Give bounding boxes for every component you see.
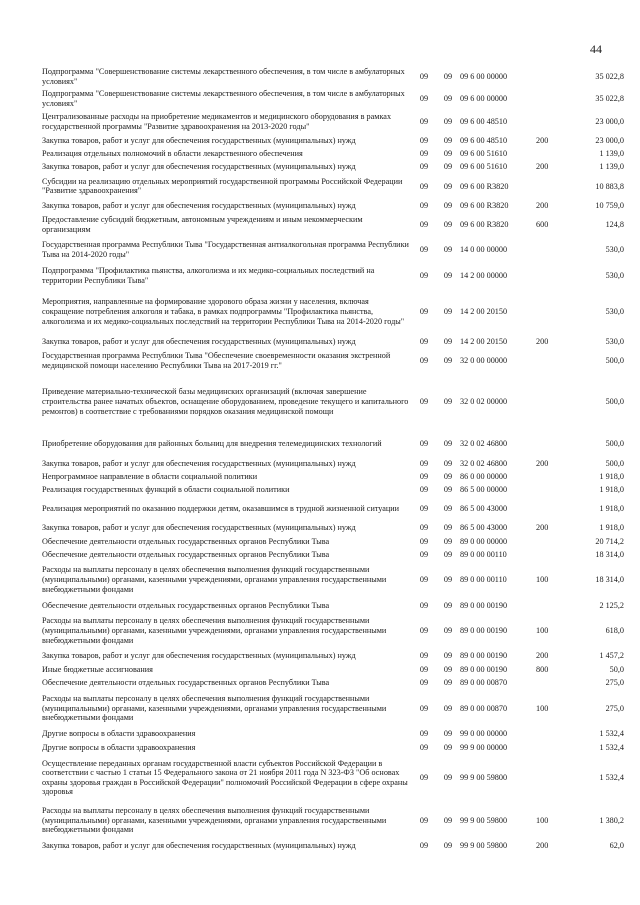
row-name-cell: Реализация мероприятий по оказанию поддержки детям, оказавшимся в трудной жизненной ситуации [42,504,400,514]
row-amount-cell: 1 139,0 [599,148,624,158]
table-row [42,741,624,754]
table-row [42,289,624,335]
row-subsection-cell: 09 [443,117,453,127]
row-name-cell: Закупка товаров, работ и услуг для обеспечения государственных (муниципальных) нужд [42,523,356,533]
row-expense-type-cell: 200 [536,162,549,172]
row-section-cell: 09 [419,841,429,851]
row-amount-cell: 500,0 [605,356,624,366]
row-expense-type-cell: 200 [536,523,549,533]
table-row [42,649,624,663]
row-name-cell: Расходы на выплаты персоналу в целях обеспечения выполнения функций государственными (муниципальными) органами, казенными учреждениями, органами управления государственными внебюджетными фондами [42,565,387,594]
table-row [42,134,624,147]
row-target-article-cell: 09 6 00 00000 [460,93,508,103]
row-amount-cell: 275,0 [605,703,624,713]
row-target-article-cell: 89 0 00 00870 [460,703,508,713]
row-expense-type-cell [536,88,572,110]
row-subsection-cell: 09 [443,664,453,674]
row-expense-type-cell [536,535,572,548]
row-target-article-cell: 89 0 00 00190 [460,664,508,674]
row-amount-cell: 18 314,0 [595,550,624,560]
table-row [42,663,624,676]
row-name-cell: Приобретение оборудования для районных больниц для внедрения телемедицинских технологий [42,439,382,449]
row-expense-type-cell: 200 [536,337,549,347]
row-subsection-cell: 09 [443,703,453,713]
row-target-article-cell: 32 0 02 00000 [460,397,508,407]
table-row [42,690,624,727]
row-section-cell: 09 [419,815,429,825]
row-name-cell: Подпрограмма "Профилактика пьянства, алкоголизма и их медико-социальных последствий на территории Республики Тыва" [42,266,375,285]
row-target-article-cell: 09 6 00 R3820 [460,181,509,191]
row-expense-type-cell [536,66,572,88]
table-row [42,431,624,457]
row-subsection-cell: 09 [443,307,453,317]
table-row [42,373,624,431]
row-section-cell: 09 [419,703,429,713]
row-expense-type-cell [536,373,572,431]
table-row [42,676,624,690]
row-amount-cell: 1 918,0 [599,471,624,481]
row-name-cell: Закупка товаров, работ и услуг для обеспечения государственных (муниципальных) нужд [42,201,356,211]
row-target-article-cell: 99 9 00 59800 [460,815,508,825]
row-section-cell: 09 [419,550,429,560]
row-subsection-cell: 09 [443,93,453,103]
row-subsection-cell: 09 [443,485,453,495]
row-target-article-cell: 86 5 00 00000 [460,485,508,495]
row-expense-type-cell [536,741,572,754]
row-section-cell: 09 [419,600,429,610]
row-section-cell: 09 [419,439,429,449]
row-name-cell: Закупка товаров, работ и услуг для обеспечения государственных (муниципальных) нужд [42,337,356,347]
table-row [42,598,624,613]
row-amount-cell: 62,0 [609,841,624,851]
row-subsection-cell: 09 [443,815,453,825]
row-name-cell: Осуществление переданных органам государственной власти субъектов Российской Федерации в соответствии с частью 1 статьи 15 Федерального закона от 21 ноября 2011 года N 323-ФЗ "Об основах охраны здоровья граждан в Российской Федерации" полномочий Российской Федерации в сфере охраны здоровья [42,758,408,797]
row-expense-type-cell: 100 [536,815,549,825]
row-amount-cell: 10 759,0 [595,201,624,211]
row-expense-type-cell [536,548,572,562]
row-amount-cell: 1 918,0 [599,485,624,495]
row-amount-cell: 50,0 [609,664,624,674]
row-section-cell: 09 [419,485,429,495]
row-amount-cell: 35 022,8 [595,71,624,81]
row-name-cell: Государственная программа Республики Тыва "Государственная антиалкогольная программа Республики Тыва на 2014-2020 годы" [42,240,409,259]
page-number: 44 [590,42,602,56]
row-target-article-cell: 09 6 00 00000 [460,71,508,81]
row-subsection-cell: 09 [443,245,453,255]
row-target-article-cell: 09 6 00 R3820 [460,201,509,211]
table-row [42,562,624,598]
table-row [42,213,624,237]
budget-table-body [42,66,624,853]
row-expense-type-cell [536,110,572,134]
row-name-cell: Реализация государственных функций в области социальной политики [42,485,290,495]
row-amount-cell: 530,0 [605,307,624,317]
row-section-cell: 09 [419,245,429,255]
row-expense-type-cell [536,483,572,497]
row-subsection-cell: 09 [443,626,453,636]
row-section-cell: 09 [419,337,429,347]
row-expense-type-cell: 600 [536,220,549,230]
table-row [42,470,624,483]
row-name-cell: Реализация отдельных полномочий в области лекарственного обеспечения [42,148,303,158]
row-name-cell: Субсидии на реализацию отдельных мероприятий государственной программы Российской Федерации "Развитие здравоохранения" [42,176,403,196]
row-section-cell: 09 [419,93,429,103]
table-row [42,88,624,110]
row-target-article-cell: 86 5 00 43000 [460,504,508,514]
row-subsection-cell: 09 [443,397,453,407]
row-subsection-cell: 09 [443,181,453,191]
row-target-article-cell: 99 9 00 59800 [460,773,508,783]
row-name-cell: Иные бюджетные ассигнования [42,664,153,674]
row-expense-type-cell: 100 [536,575,549,585]
table-row [42,521,624,535]
table-row [42,535,624,548]
row-name-cell: Обеспечение деятельности отдельных государственных органов Республики Тыва [42,678,330,688]
row-name-cell: Подпрограмма "Совершенствование системы лекарственного обеспечения, в том числе в амбулаторных условиях" [42,89,405,108]
row-subsection-cell: 09 [443,201,453,211]
row-target-article-cell: 32 0 00 00000 [460,356,508,366]
table-row [42,237,624,263]
table-row [42,839,624,853]
row-amount-cell: 275,0 [605,678,624,688]
row-subsection-cell: 09 [443,600,453,610]
row-section-cell: 09 [419,307,429,317]
row-expense-type-cell [536,263,572,289]
row-expense-type-cell: 100 [536,626,549,636]
row-name-cell: Закупка товаров, работ и услуг для обеспечения государственных (муниципальных) нужд [42,651,356,661]
table-row [42,802,624,839]
row-subsection-cell: 09 [443,337,453,347]
row-name-cell: Закупка товаров, работ и услуг для обеспечения государственных (муниципальных) нужд [42,135,356,145]
row-section-cell: 09 [419,471,429,481]
table-row [42,66,624,88]
row-amount-cell: 618,0 [605,626,624,636]
row-section-cell: 09 [419,523,429,533]
row-subsection-cell: 09 [443,162,453,172]
row-name-cell: Предоставление субсидий бюджетным, автономным учреждениям и иным некоммерческим организациям [42,215,363,234]
row-amount-cell: 10 883,8 [595,181,624,191]
row-expense-type-cell: 200 [536,135,549,145]
row-target-article-cell: 09 6 00 51610 [460,162,508,172]
row-section-cell: 09 [419,773,429,783]
row-amount-cell: 1 457,2 [599,651,624,661]
row-section-cell: 09 [419,71,429,81]
row-name-cell: Государственная программа Республики Тыва "Обеспечение своевременности оказания экстренной медицинской помощи населению Республики Тыва на 2017-2019 гг." [42,351,391,370]
row-target-article-cell: 09 6 00 51610 [460,148,508,158]
row-expense-type-cell [536,237,572,263]
row-amount-cell: 23 000,0 [595,117,624,127]
row-amount-cell: 1 918,0 [599,523,624,533]
row-section-cell: 09 [419,271,429,281]
row-target-article-cell: 14 2 00 00000 [460,271,508,281]
row-amount-cell: 1 532,4 [599,729,624,739]
row-amount-cell: 2 125,2 [599,600,624,610]
row-amount-cell: 23 000,0 [595,135,624,145]
row-amount-cell: 18 314,0 [595,575,624,585]
row-section-cell: 09 [419,458,429,468]
row-amount-cell: 1 532,4 [599,773,624,783]
row-target-article-cell: 14 2 00 20150 [460,307,508,317]
table-row [42,110,624,134]
row-target-article-cell: 09 6 00 R3820 [460,220,509,230]
row-name-cell: Другие вопросы в области здравоохранения [42,742,196,752]
row-subsection-cell: 09 [443,356,453,366]
table-row [42,147,624,160]
row-subsection-cell: 09 [443,729,453,739]
budget-table [42,66,624,853]
row-expense-type-cell [536,754,572,802]
row-name-cell: Приведение материально-технической базы медицинских организаций (включая завершение строительства ранее начатых объектов, оснащение оборудованием, проведение текущего и капитального ремонтов) в соответствие с требованиями порядков оказания медицинской помощи [42,387,409,416]
row-section-cell: 09 [419,201,429,211]
row-name-cell: Закупка товаров, работ и услуг для обеспечения государственных (муниципальных) нужд [42,162,356,172]
table-row [42,548,624,562]
row-subsection-cell: 09 [443,550,453,560]
row-amount-cell: 1 380,2 [599,815,624,825]
row-section-cell: 09 [419,220,429,230]
row-expense-type-cell: 800 [536,664,549,674]
row-section-cell: 09 [419,664,429,674]
row-expense-type-cell: 200 [536,651,549,661]
row-target-article-cell: 32 0 02 46800 [460,458,508,468]
row-target-article-cell: 86 0 00 00000 [460,471,508,481]
row-expense-type-cell: 100 [536,703,549,713]
row-target-article-cell: 89 0 00 00000 [460,536,508,546]
row-subsection-cell: 09 [443,841,453,851]
row-target-article-cell: 89 0 00 00190 [460,651,508,661]
row-expense-type-cell: 200 [536,201,549,211]
row-expense-type-cell [536,349,572,373]
row-target-article-cell: 14 0 00 00000 [460,245,508,255]
row-subsection-cell: 09 [443,135,453,145]
table-row [42,263,624,289]
table-row [42,613,624,649]
row-name-cell: Централизованные расходы на приобретение медикаментов и медицинского оборудования в рамках государственной программы "Развитие здравоохранения на 2013-2020 годы" [42,112,392,131]
row-name-cell: Непрограммное направление в области социальной политики [42,471,258,481]
row-subsection-cell: 09 [443,471,453,481]
row-name-cell: Мероприятия, направленные на формирование здорового образа жизни у населения, включая сокращение потребления алкоголя и табака, в рамках подпрограммы "Профилактика пьянства, алкоголизма и их медико-социальных последствий на территории Республики Тыва на 2014-2020 годы" [42,297,405,326]
row-target-article-cell: 89 0 00 00870 [460,678,508,688]
table-row [42,483,624,497]
row-target-article-cell: 99 0 00 00000 [460,729,508,739]
row-name-cell: Расходы на выплаты персоналу в целях обеспечения выполнения функций государственными (муниципальными) органами, казенными учреждениями, органами управления государственными внебюджетными фондами [42,805,387,835]
row-name-cell: Обеспечение деятельности отдельных государственных органов Республики Тыва [42,536,330,546]
row-amount-cell: 500,0 [605,458,624,468]
row-section-cell: 09 [419,536,429,546]
row-expense-type-cell [536,598,572,613]
row-expense-type-cell [536,470,572,483]
row-section-cell: 09 [419,397,429,407]
row-amount-cell: 124,8 [605,220,624,230]
table-row [42,335,624,349]
row-subsection-cell: 09 [443,220,453,230]
row-amount-cell: 35 022,8 [595,93,624,103]
row-section-cell: 09 [419,626,429,636]
row-expense-type-cell [536,727,572,741]
row-expense-type-cell [536,497,572,521]
row-subsection-cell: 09 [443,504,453,514]
row-section-cell: 09 [419,135,429,145]
row-subsection-cell: 09 [443,439,453,449]
row-target-article-cell: 14 2 00 20150 [460,337,508,347]
row-section-cell: 09 [419,651,429,661]
row-subsection-cell: 09 [443,773,453,783]
table-row [42,727,624,741]
row-amount-cell: 530,0 [605,245,624,255]
row-subsection-cell: 09 [443,651,453,661]
row-subsection-cell: 09 [443,742,453,752]
row-target-article-cell: 32 0 02 46800 [460,439,508,449]
row-amount-cell: 500,0 [605,439,624,449]
row-subsection-cell: 09 [443,575,453,585]
row-section-cell: 09 [419,181,429,191]
row-subsection-cell: 09 [443,523,453,533]
row-subsection-cell: 09 [443,148,453,158]
row-amount-cell: 20 714,2 [595,536,624,546]
row-section-cell: 09 [419,162,429,172]
row-section-cell: 09 [419,148,429,158]
table-row [42,160,624,174]
row-amount-cell: 1 139,0 [599,162,624,172]
row-name-cell: Подпрограмма "Совершенствование системы лекарственного обеспечения, в том числе в амбулаторных условиях" [42,67,405,86]
row-expense-type-cell [536,431,572,457]
row-section-cell: 09 [419,678,429,688]
table-row [42,754,624,802]
row-target-article-cell: 09 6 00 48510 [460,135,508,145]
row-amount-cell: 530,0 [605,271,624,281]
row-amount-cell: 500,0 [605,397,624,407]
row-target-article-cell: 89 0 00 00110 [460,575,507,585]
row-target-article-cell: 89 0 00 00190 [460,600,508,610]
table-row [42,457,624,470]
row-subsection-cell: 09 [443,71,453,81]
row-target-article-cell: 99 9 00 00000 [460,742,508,752]
row-section-cell: 09 [419,117,429,127]
row-expense-type-cell: 200 [536,458,549,468]
row-section-cell: 09 [419,356,429,366]
row-amount-cell: 1 918,0 [599,504,624,514]
table-row [42,497,624,521]
row-name-cell: Обеспечение деятельности отдельных государственных органов Республики Тыва [42,600,330,610]
row-name-cell: Закупка товаров, работ и услуг для обеспечения государственных (муниципальных) нужд [42,458,356,468]
row-section-cell: 09 [419,575,429,585]
row-amount-cell: 1 532,4 [599,742,624,752]
table-row [42,199,624,213]
row-amount-cell: 530,0 [605,337,624,347]
row-section-cell: 09 [419,504,429,514]
row-expense-type-cell [536,147,572,160]
row-name-cell: Расходы на выплаты персоналу в целях обеспечения выполнения функций государственными (муниципальными) органами, казенными учреждениями, органами управления государственными внебюджетными фондами [42,693,387,723]
row-subsection-cell: 09 [443,458,453,468]
row-expense-type-cell [536,289,572,335]
row-target-article-cell: 86 5 00 43000 [460,523,508,533]
row-name-cell: Расходы на выплаты персоналу в целях обеспечения выполнения функций государственными (муниципальными) органами, казенными учреждениями, органами управления государственными внебюджетными фондами [42,616,387,645]
table-row [42,349,624,373]
row-subsection-cell: 09 [443,536,453,546]
row-expense-type-cell [536,174,572,199]
row-subsection-cell: 09 [443,271,453,281]
row-name-cell: Обеспечение деятельности отдельных государственных органов Республики Тыва [42,550,330,560]
row-subsection-cell: 09 [443,678,453,688]
row-target-article-cell: 09 6 00 48510 [460,117,508,127]
row-expense-type-cell: 200 [536,841,549,851]
row-expense-type-cell [536,676,572,690]
row-name-cell: Закупка товаров, работ и услуг для обеспечения государственных (муниципальных) нужд [42,841,356,851]
row-target-article-cell: 99 9 00 59800 [460,841,508,851]
table-row [42,174,624,199]
row-target-article-cell: 89 0 00 00190 [460,626,508,636]
row-name-cell: Другие вопросы в области здравоохранения [42,729,196,739]
row-section-cell: 09 [419,742,429,752]
row-section-cell: 09 [419,729,429,739]
row-target-article-cell: 89 0 00 00110 [460,550,507,560]
